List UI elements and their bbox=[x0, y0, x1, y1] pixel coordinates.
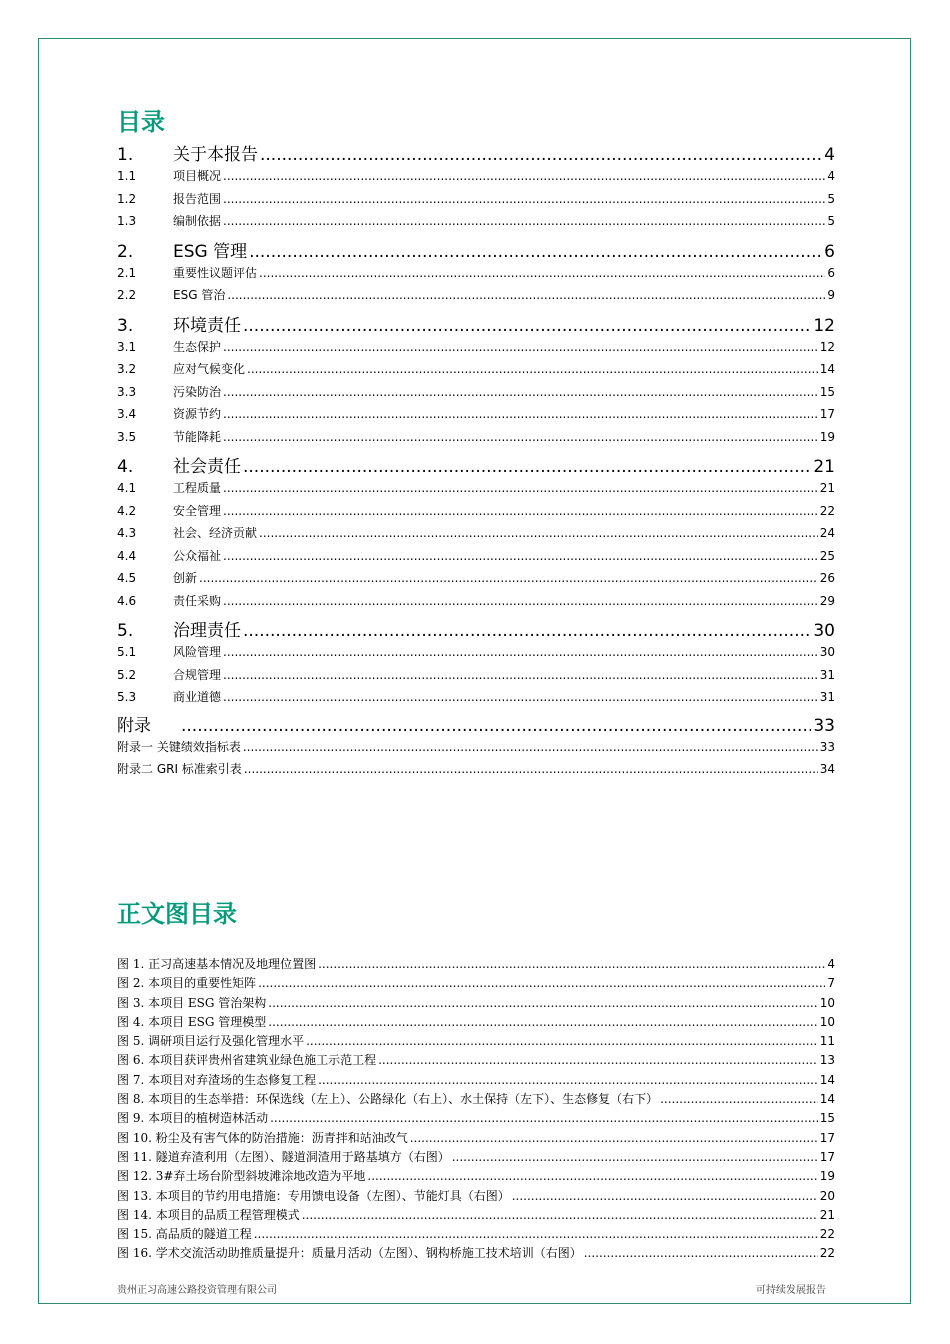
toc-section-entry[interactable] bbox=[117, 212, 835, 235]
dot-leader bbox=[223, 407, 818, 421]
dot-leader bbox=[268, 1015, 817, 1029]
entry-label: 关于本报告 bbox=[173, 145, 258, 165]
footer-company: 贵州正习高速公路投资管理有限公司 bbox=[117, 1285, 277, 1296]
toc-appendix-entry[interactable] bbox=[117, 711, 835, 738]
entry-page-number: 17 bbox=[819, 407, 835, 421]
dot-leader bbox=[247, 362, 818, 376]
figure-list bbox=[117, 955, 835, 1264]
entry-page-number: 5 bbox=[827, 214, 835, 228]
toc-section-entry[interactable] bbox=[117, 167, 835, 190]
toc-section-entry[interactable] bbox=[117, 502, 835, 525]
toc-chapter-entry[interactable] bbox=[117, 138, 835, 167]
entry-page-number: 22 bbox=[819, 1227, 835, 1242]
dot-leader bbox=[259, 266, 825, 280]
entry-number: 1. bbox=[117, 145, 134, 165]
entry-number: 5.1 bbox=[117, 645, 137, 659]
entry-page-number: 24 bbox=[819, 526, 835, 540]
figure-list-item[interactable] bbox=[117, 1225, 835, 1244]
toc-section-entry[interactable] bbox=[117, 479, 835, 502]
entry-page-number: 29 bbox=[819, 593, 835, 608]
entry-page-number: 6 bbox=[824, 241, 835, 262]
toc-section-entry[interactable] bbox=[117, 383, 835, 406]
figure-list-item[interactable] bbox=[117, 955, 835, 974]
entry-page-number: 17 bbox=[819, 1149, 835, 1164]
entry-page-number: 21 bbox=[819, 1207, 835, 1222]
entry-page-number: 4 bbox=[827, 957, 835, 971]
dot-leader bbox=[660, 1092, 818, 1106]
entry-label: ESG 管理 bbox=[173, 241, 248, 262]
entry-number: 5.2 bbox=[117, 667, 137, 682]
footer-report-name: 可持续发展报告 bbox=[756, 1285, 826, 1296]
entry-label: 图 4. 本项目 ESG 管理模型 bbox=[117, 1014, 267, 1029]
entry-number: 4. bbox=[117, 457, 134, 477]
entry-label: 社会、经济贡献 bbox=[173, 526, 258, 540]
entry-label: 图 15. 高品质的隧道工程 bbox=[117, 1227, 252, 1242]
figure-list-item[interactable] bbox=[117, 1129, 835, 1148]
entry-number: 1.2 bbox=[117, 191, 137, 206]
toc-section-entry[interactable] bbox=[117, 643, 835, 666]
entry-number: 4.3 bbox=[117, 526, 137, 540]
entry-number: 4.2 bbox=[117, 503, 137, 518]
figure-list-item[interactable] bbox=[117, 1109, 835, 1128]
toc-chapter-entry[interactable] bbox=[117, 235, 835, 264]
entry-label: 图 6. 本项目获评贵州省建筑业绿色施工示范工程 bbox=[117, 1053, 377, 1068]
entry-number: 4.4 bbox=[117, 548, 137, 563]
entry-label: 图 2. 本项目的重要性矩阵 bbox=[117, 976, 257, 991]
entry-label: 合规管理 bbox=[173, 667, 222, 682]
entry-number: 5.3 bbox=[117, 690, 137, 704]
entry-number: 3.3 bbox=[117, 384, 137, 399]
entry-number: 2.1 bbox=[117, 265, 137, 280]
dot-leader bbox=[260, 145, 822, 165]
entry-number: 1.3 bbox=[117, 214, 137, 228]
toc-chapter-entry[interactable] bbox=[117, 450, 835, 479]
entry-label: 图 13. 本项目的节约用电措施：专用馈电设备（左图）、节能灯具（右图） bbox=[117, 1188, 510, 1203]
entry-label: 图 8. 本项目的生态举措：环保选线（左上）、公路绿化（右上）、水土保持（左下）、生态修复（右下） bbox=[117, 1092, 659, 1107]
entry-label: 生态保护 bbox=[173, 339, 222, 354]
entry-page-number: 20 bbox=[819, 1188, 835, 1203]
dot-leader bbox=[378, 1053, 818, 1067]
toc-title: 目录 bbox=[117, 108, 165, 136]
toc-section-entry[interactable] bbox=[117, 428, 835, 451]
figure-list-item[interactable] bbox=[117, 1167, 835, 1186]
entry-page-number: 19 bbox=[819, 1169, 835, 1184]
figure-list-item[interactable] bbox=[117, 1013, 835, 1032]
entry-label: 社会责任 bbox=[173, 457, 241, 477]
dot-leader bbox=[223, 340, 818, 354]
toc-section-entry[interactable] bbox=[117, 264, 835, 287]
dot-leader bbox=[227, 288, 825, 302]
entry-label: 资源节约 bbox=[173, 407, 222, 421]
entry-label: 责任采购 bbox=[173, 593, 222, 608]
entry-page-number: 13 bbox=[819, 1053, 835, 1068]
entry-page-number: 4 bbox=[824, 145, 835, 165]
entry-page-number: 21 bbox=[813, 457, 835, 477]
dot-leader bbox=[268, 996, 817, 1010]
dot-leader bbox=[243, 457, 811, 477]
entry-label: 图 12. 3#弃土场台阶型斜坡滩涂地改造为平地 bbox=[117, 1169, 366, 1184]
toc-appendix-item[interactable] bbox=[117, 760, 835, 783]
entry-page-number: 12 bbox=[819, 339, 835, 354]
toc-appendix-item[interactable] bbox=[117, 738, 835, 761]
toc-section-entry[interactable] bbox=[117, 666, 835, 689]
entry-label: 项目概况 bbox=[173, 169, 222, 183]
entry-page-number: 22 bbox=[819, 503, 835, 518]
entry-page-number: 30 bbox=[813, 621, 835, 641]
entry-label: 环境责任 bbox=[173, 315, 241, 336]
entry-page-number: 33 bbox=[819, 739, 835, 754]
dot-leader bbox=[181, 716, 811, 736]
dot-leader bbox=[223, 549, 818, 563]
dot-leader bbox=[512, 1189, 818, 1203]
toc-section-entry[interactable] bbox=[117, 286, 835, 309]
entry-page-number: 15 bbox=[819, 1111, 835, 1126]
dot-leader bbox=[367, 1169, 817, 1183]
dot-leader bbox=[306, 1034, 818, 1048]
entry-label: 公众福祉 bbox=[173, 548, 222, 563]
entry-label: 治理责任 bbox=[173, 621, 241, 641]
entry-page-number: 4 bbox=[827, 169, 835, 183]
dot-leader bbox=[318, 957, 825, 971]
dot-leader bbox=[243, 621, 811, 641]
dot-leader bbox=[223, 645, 818, 659]
dot-leader bbox=[243, 316, 811, 336]
dot-leader bbox=[223, 668, 818, 682]
toc-section-entry[interactable] bbox=[117, 547, 835, 570]
dot-leader bbox=[254, 1227, 818, 1241]
entry-page-number: 5 bbox=[827, 191, 835, 206]
toc-section-entry[interactable] bbox=[117, 524, 835, 547]
entry-page-number: 22 bbox=[819, 1246, 835, 1261]
figure-list-title: 正文图目录 bbox=[117, 900, 237, 928]
entry-label: 节能降耗 bbox=[173, 429, 222, 444]
dot-leader bbox=[584, 1246, 818, 1260]
entry-number: 2.2 bbox=[117, 288, 137, 302]
toc-section-entry[interactable] bbox=[117, 405, 835, 428]
entry-page-number: 19 bbox=[819, 429, 835, 444]
entry-label: 创新 bbox=[173, 571, 198, 585]
entry-number: 5. bbox=[117, 621, 134, 641]
dot-leader bbox=[270, 1111, 818, 1125]
dot-leader bbox=[259, 526, 818, 540]
toc-section-entry[interactable] bbox=[117, 190, 835, 213]
entry-number: 2. bbox=[117, 241, 134, 262]
entry-number: 4.6 bbox=[117, 593, 137, 608]
entry-page-number: 31 bbox=[819, 690, 835, 704]
entry-page-number: 26 bbox=[819, 571, 835, 585]
entry-label: 风险管理 bbox=[173, 645, 222, 659]
entry-label: 重要性议题评估 bbox=[173, 265, 258, 280]
entry-page-number: 25 bbox=[819, 548, 835, 563]
figure-list-item[interactable] bbox=[117, 974, 835, 993]
toc-chapter-entry[interactable] bbox=[117, 614, 835, 643]
entry-number: 4.1 bbox=[117, 481, 137, 495]
entry-label: 图 11. 隧道弃渣利用（左图）、隧道洞渣用于路基填方（右图） bbox=[117, 1149, 450, 1164]
dot-leader bbox=[223, 690, 818, 704]
dot-leader bbox=[223, 594, 818, 608]
dot-leader bbox=[223, 481, 818, 495]
dot-leader bbox=[223, 504, 818, 518]
figure-list-item[interactable] bbox=[117, 1051, 835, 1070]
entry-number: 1.1 bbox=[117, 169, 137, 183]
entry-label: 安全管理 bbox=[173, 503, 222, 518]
figure-list-item[interactable] bbox=[117, 1187, 835, 1206]
entry-page-number: 14 bbox=[819, 1072, 835, 1087]
entry-label: 报告范围 bbox=[173, 191, 222, 206]
entry-page-number: 21 bbox=[819, 481, 835, 495]
dot-leader bbox=[452, 1150, 818, 1164]
figure-list-item[interactable] bbox=[117, 994, 835, 1013]
entry-number: 3. bbox=[117, 315, 134, 336]
dot-leader bbox=[199, 571, 818, 585]
dot-leader bbox=[223, 430, 818, 444]
table-of-contents bbox=[117, 138, 835, 783]
entry-label: 图 7. 本项目对弃渣场的生态修复工程 bbox=[117, 1072, 317, 1087]
entry-page-number: 31 bbox=[819, 667, 835, 682]
figure-list-item[interactable] bbox=[117, 1071, 835, 1090]
toc-section-entry[interactable] bbox=[117, 360, 835, 383]
entry-page-number: 6 bbox=[827, 265, 835, 280]
entry-number: 3.1 bbox=[117, 339, 137, 354]
toc-chapter-entry[interactable] bbox=[117, 309, 835, 338]
entry-page-number: 33 bbox=[813, 715, 835, 736]
entry-page-number: 14 bbox=[819, 362, 835, 376]
entry-number: 4.5 bbox=[117, 571, 137, 585]
entry-label: 图 1. 正习高速基本情况及地理位置图 bbox=[117, 957, 317, 971]
entry-page-number: 15 bbox=[819, 384, 835, 399]
entry-page-number: 12 bbox=[813, 315, 835, 336]
toc-section-entry[interactable] bbox=[117, 569, 835, 592]
entry-label: 附录 bbox=[117, 715, 151, 736]
dot-leader bbox=[223, 169, 825, 183]
entry-label: 工程质量 bbox=[173, 481, 222, 495]
entry-page-number: 7 bbox=[827, 976, 835, 991]
entry-label: 附录二 GRI 标准索引表 bbox=[117, 762, 242, 776]
entry-label: 商业道德 bbox=[173, 690, 222, 704]
entry-label: 图 3. 本项目 ESG 管治架构 bbox=[117, 995, 267, 1010]
dot-leader bbox=[243, 740, 818, 754]
figure-list-item[interactable] bbox=[117, 1244, 835, 1263]
toc-section-entry[interactable] bbox=[117, 592, 835, 615]
entry-label: 附录一 关键绩效指标表 bbox=[117, 739, 241, 754]
entry-page-number: 14 bbox=[819, 1092, 835, 1107]
toc-section-entry[interactable] bbox=[117, 338, 835, 361]
figure-list-item[interactable] bbox=[117, 1032, 835, 1051]
entry-number: 3.2 bbox=[117, 362, 137, 376]
toc-section-entry[interactable] bbox=[117, 688, 835, 711]
dot-leader bbox=[410, 1131, 818, 1145]
entry-page-number: 10 bbox=[819, 1014, 835, 1029]
entry-page-number: 30 bbox=[819, 645, 835, 659]
dot-leader bbox=[258, 976, 825, 990]
entry-page-number: 9 bbox=[827, 288, 835, 302]
dot-leader bbox=[302, 1208, 818, 1222]
entry-label: 图 5. 调研项目运行及强化管理水平 bbox=[117, 1034, 305, 1049]
entry-label: 图 10. 粉尘及有害气体的防治措施：沥青拌和站油改气 bbox=[117, 1130, 408, 1145]
entry-page-number: 10 bbox=[819, 995, 835, 1010]
entry-label: 图 9. 本项目的植树造林活动 bbox=[117, 1111, 269, 1126]
dot-leader bbox=[223, 214, 825, 228]
entry-label: 图 16. 学术交流活动助推质量提升：质量月活动（左图）、钢构桥施工技术培训（右图） bbox=[117, 1246, 582, 1261]
entry-number: 3.5 bbox=[117, 429, 137, 444]
dot-leader bbox=[249, 242, 822, 262]
entry-label: 应对气候变化 bbox=[173, 362, 246, 376]
entry-page-number: 17 bbox=[819, 1130, 835, 1145]
dot-leader bbox=[318, 1073, 818, 1087]
dot-leader bbox=[223, 192, 825, 206]
entry-page-number: 34 bbox=[819, 762, 835, 776]
dot-leader bbox=[244, 762, 818, 776]
figure-list-item[interactable] bbox=[117, 1090, 835, 1109]
entry-label: 图 14. 本项目的品质工程管理模式 bbox=[117, 1207, 300, 1222]
dot-leader bbox=[223, 385, 818, 399]
entry-page-number: 11 bbox=[819, 1034, 835, 1049]
entry-number: 3.4 bbox=[117, 407, 137, 421]
entry-label: ESG 管治 bbox=[173, 288, 226, 302]
figure-list-item[interactable] bbox=[117, 1206, 835, 1225]
figure-list-item[interactable] bbox=[117, 1148, 835, 1167]
entry-label: 编制依据 bbox=[173, 214, 222, 228]
entry-label: 污染防治 bbox=[173, 384, 222, 399]
